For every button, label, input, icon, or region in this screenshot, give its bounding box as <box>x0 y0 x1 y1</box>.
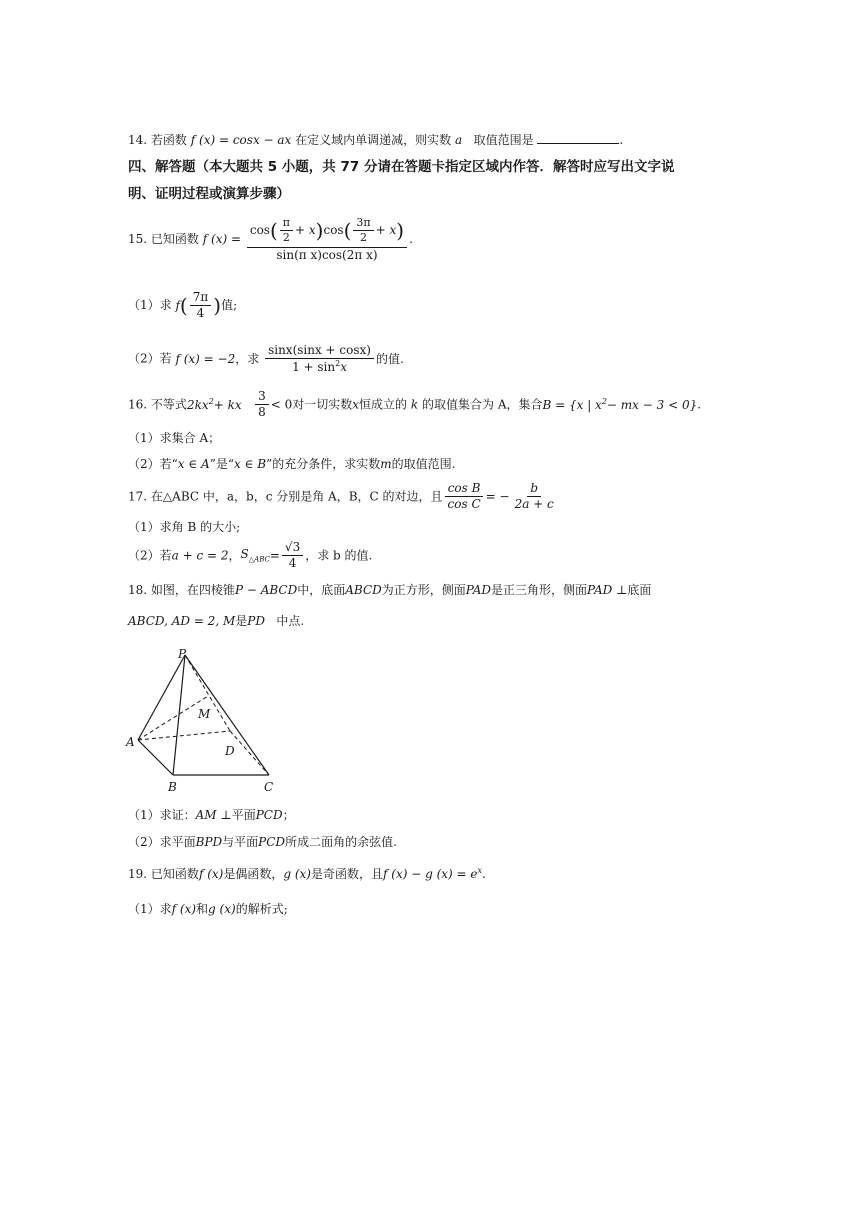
q15-p1-num: 7π <box>190 290 212 306</box>
q17-part-1: （1）求角 B 的大小; <box>128 520 241 534</box>
q19-p1-d: g (x) <box>208 902 236 916</box>
q15-p1-den: 4 <box>196 306 205 320</box>
q16-p2-e: ”的充分条件，求实数 <box>266 457 381 471</box>
q18-p2-e: 所成二面角的余弦值. <box>285 835 397 849</box>
q16-p2-c: ”是“ <box>209 457 235 471</box>
q17-left-den: cos C <box>447 497 481 511</box>
q16-frac-den: 8 <box>258 405 266 419</box>
q16-frac-num: 3 <box>255 389 269 405</box>
section-heading-line-2: 明、证明过程或演算步骤） <box>128 186 290 202</box>
q18-number: 18. <box>128 583 148 597</box>
edge-AB <box>138 740 173 775</box>
q17-p2-c: ， <box>228 548 241 563</box>
q15-3pi: 3π <box>353 216 373 231</box>
question-16 <box>128 389 701 420</box>
label-C: C <box>264 780 274 794</box>
q16-text-4: 的取值集合为 A，集合 <box>422 397 543 412</box>
q16-p2-d: x ∈ B <box>234 457 267 471</box>
q18-p1-b: AM ⊥ <box>195 808 232 822</box>
q16-part-2 <box>128 457 455 471</box>
q16-p2-f: 的取值范围. <box>391 457 456 471</box>
q16-text-2: 对一切实数 <box>292 397 353 412</box>
q18-p2-c: 与平面 <box>222 835 259 849</box>
q15-p2-label: （2）若 <box>128 351 172 366</box>
question-18-line-2 <box>128 614 304 628</box>
label-P: P <box>178 647 187 661</box>
q19-p1-b: f (x) <box>171 902 197 916</box>
q18-l1-d: ABCD <box>345 583 382 597</box>
q15-p1-end: 值; <box>221 298 238 312</box>
q15-fx: f (x) = <box>202 232 242 247</box>
q18-l1-e: 为正方形，侧面 <box>381 583 466 597</box>
q15-end: . <box>409 231 413 246</box>
q16-sup-1: 2 <box>208 396 214 406</box>
q14-text-1: 若函数 <box>150 133 187 147</box>
q17-right-num: b <box>527 481 541 497</box>
q16-setb-b: − mx − 3 < 0} <box>606 397 698 412</box>
q17-eq: = − <box>485 489 510 504</box>
label-D: D <box>225 744 235 758</box>
q19-text-1: 已知函数 <box>150 867 199 881</box>
q18-p2-a: （2）求平面 <box>128 835 196 849</box>
question-19 <box>128 866 486 881</box>
q15-p2-mid: ，求 <box>235 351 260 366</box>
q18-l1-c: 中，底面 <box>297 583 346 597</box>
q17-left-num: cos B <box>445 481 484 497</box>
answer-blank <box>537 133 619 144</box>
q19-sup: x <box>477 866 482 875</box>
label-B: B <box>168 780 177 794</box>
q19-p1-e: 的解析式; <box>235 902 288 916</box>
q17-p2-num: √3 <box>282 540 303 556</box>
q19-text-2: 是偶函数， <box>223 867 284 881</box>
q18-p1-d: PCD <box>255 808 283 822</box>
q18-l1-f: PAD <box>465 583 492 597</box>
q15-pi: π <box>280 216 293 231</box>
q18-p2-b: BPD <box>195 835 223 849</box>
q15-number: 15. <box>128 231 148 246</box>
q17-right-den: 2a + c <box>514 497 554 511</box>
q15-plus-x-2: + x <box>375 222 397 237</box>
q15-p2-num: sinx(sinx + cosx) <box>265 343 374 359</box>
q16-end: . <box>697 397 702 412</box>
q18-l1-b: P − ABCD <box>234 583 298 597</box>
q18-p1-c: 平面 <box>231 808 256 822</box>
q16-k: k <box>410 397 419 412</box>
edge-DC <box>230 731 269 775</box>
q17-p2-eq: = <box>269 548 280 563</box>
q15-plus-x-1: + x <box>295 222 316 237</box>
q15-cos-1: cos <box>249 222 270 237</box>
q15-fraction: cos( $\frac{\pi}{2}$ + x)cos( $\frac{3\pi}{2}$ + x) sin(π x)cos(2π x) <box>247 216 407 263</box>
q16-part-1: （1）求集合 A； <box>128 431 221 445</box>
q18-p1-a: （1）求证： <box>128 808 196 822</box>
q18-p2-d: PCD <box>258 835 286 849</box>
q16-x: x <box>352 397 360 412</box>
q14-var: a <box>454 133 463 147</box>
q14-text-3: 取值范围是 <box>473 133 534 147</box>
q15-denominator: sin(π x)cos(2π x) <box>276 247 378 262</box>
q18-l1-g: 是正三角形，侧面 <box>491 583 588 597</box>
q16-p2-m: m <box>380 457 392 471</box>
label-A: A <box>126 735 135 749</box>
q15-text: 已知函数 <box>150 231 199 246</box>
q15-p2-end: 的值. <box>375 351 404 366</box>
q15-two: 2 <box>282 230 290 244</box>
q18-l2-c: PD <box>247 614 265 628</box>
question-18-line-1 <box>128 583 651 597</box>
q16-ineq-b: + kx <box>213 397 242 412</box>
q18-p1-e: ； <box>282 808 295 822</box>
q18-l2-d: 中点. <box>276 614 305 628</box>
q14-formula: f (x) = cosx − ax <box>190 133 292 147</box>
question-15 <box>128 216 413 263</box>
q19-fx: f (x) <box>198 867 224 881</box>
label-M: M <box>198 707 211 721</box>
q15-p2-den-sup: 2 <box>335 359 341 368</box>
q19-end: . <box>482 867 486 881</box>
q15-p1-label: （1）求 <box>128 298 172 312</box>
q19-p1-a: （1）求 <box>128 902 172 916</box>
edge-AD <box>138 731 230 740</box>
q16-p2-b: x ∈ A <box>177 457 210 471</box>
q15-part-1: （1）求 f( $\frac{7\pi}{4}$ )值; <box>128 290 238 320</box>
q15-p2-den-b: x <box>340 360 347 374</box>
q19-p1-c: 和 <box>196 902 209 916</box>
q16-setb-a: B = {x | x <box>542 397 602 412</box>
q16-ineq-c: < 0 <box>270 397 293 412</box>
q17-p2-b: a + c = 2 <box>171 548 229 563</box>
q18-l2-a: ABCD, AD = 2, M <box>128 614 236 628</box>
q17-p2-den: 4 <box>288 556 297 570</box>
q17-p2-s: S <box>240 547 249 562</box>
q16-text-3: 恒成立的 <box>359 397 408 412</box>
section-heading-line-1: 四、解答题（本大题共 5 小题，共 77 分请在答题卡指定区域内作答．解答时应写出文字说 <box>128 159 675 175</box>
q19-eq: f (x) − g (x) = e <box>383 867 478 881</box>
q15-p2-cond: f (x) = −2 <box>175 351 236 366</box>
q15-p2-den-a: 1 + sin <box>292 360 336 374</box>
q14-number: 14. <box>128 133 148 147</box>
q15-cos-2: cos <box>323 222 344 237</box>
q16-text-1: 不等式 <box>150 397 187 412</box>
q19-text-3: 是奇函数，且 <box>310 867 383 881</box>
q14-end: . <box>619 133 624 147</box>
q18-part-1 <box>128 808 295 822</box>
q17-part-2 <box>128 540 372 571</box>
pyramid-figure <box>122 643 292 798</box>
q15-p1-f: f <box>175 298 180 313</box>
q18-l1-h: PAD ⊥ <box>587 583 628 597</box>
q19-number: 19. <box>128 867 148 881</box>
q18-l2-b: 是 <box>235 614 248 628</box>
question-17 <box>128 481 559 512</box>
question-14 <box>128 133 623 147</box>
q19-gx: g (x) <box>283 867 311 881</box>
q14-text-2: 在定义域内单调递减，则实数 <box>295 133 452 147</box>
q17-number: 17. <box>128 489 148 504</box>
q16-ineq-a: 2kx <box>186 397 209 412</box>
q16-number: 16. <box>128 397 148 412</box>
q15-part-2 <box>128 343 404 375</box>
q17-p2-d: ，求 b 的值. <box>305 548 373 563</box>
q15-two-2: 2 <box>360 230 367 244</box>
q19-part-1 <box>128 902 288 916</box>
q18-part-2 <box>128 835 397 849</box>
q16-p2-a: （2）若“ <box>128 457 178 471</box>
q17-p2-sub: △ABC <box>248 555 270 564</box>
q18-l1-a: 如图，在四棱锥 <box>150 583 235 597</box>
q16-sup-2: 2 <box>601 396 607 406</box>
q17-text: 在△ABC 中，a，b，c 分别是角 A，B，C 的对边，且 <box>150 489 443 504</box>
q18-l1-i: 底面 <box>627 583 652 597</box>
q17-p2-a: （2）若 <box>128 548 172 563</box>
